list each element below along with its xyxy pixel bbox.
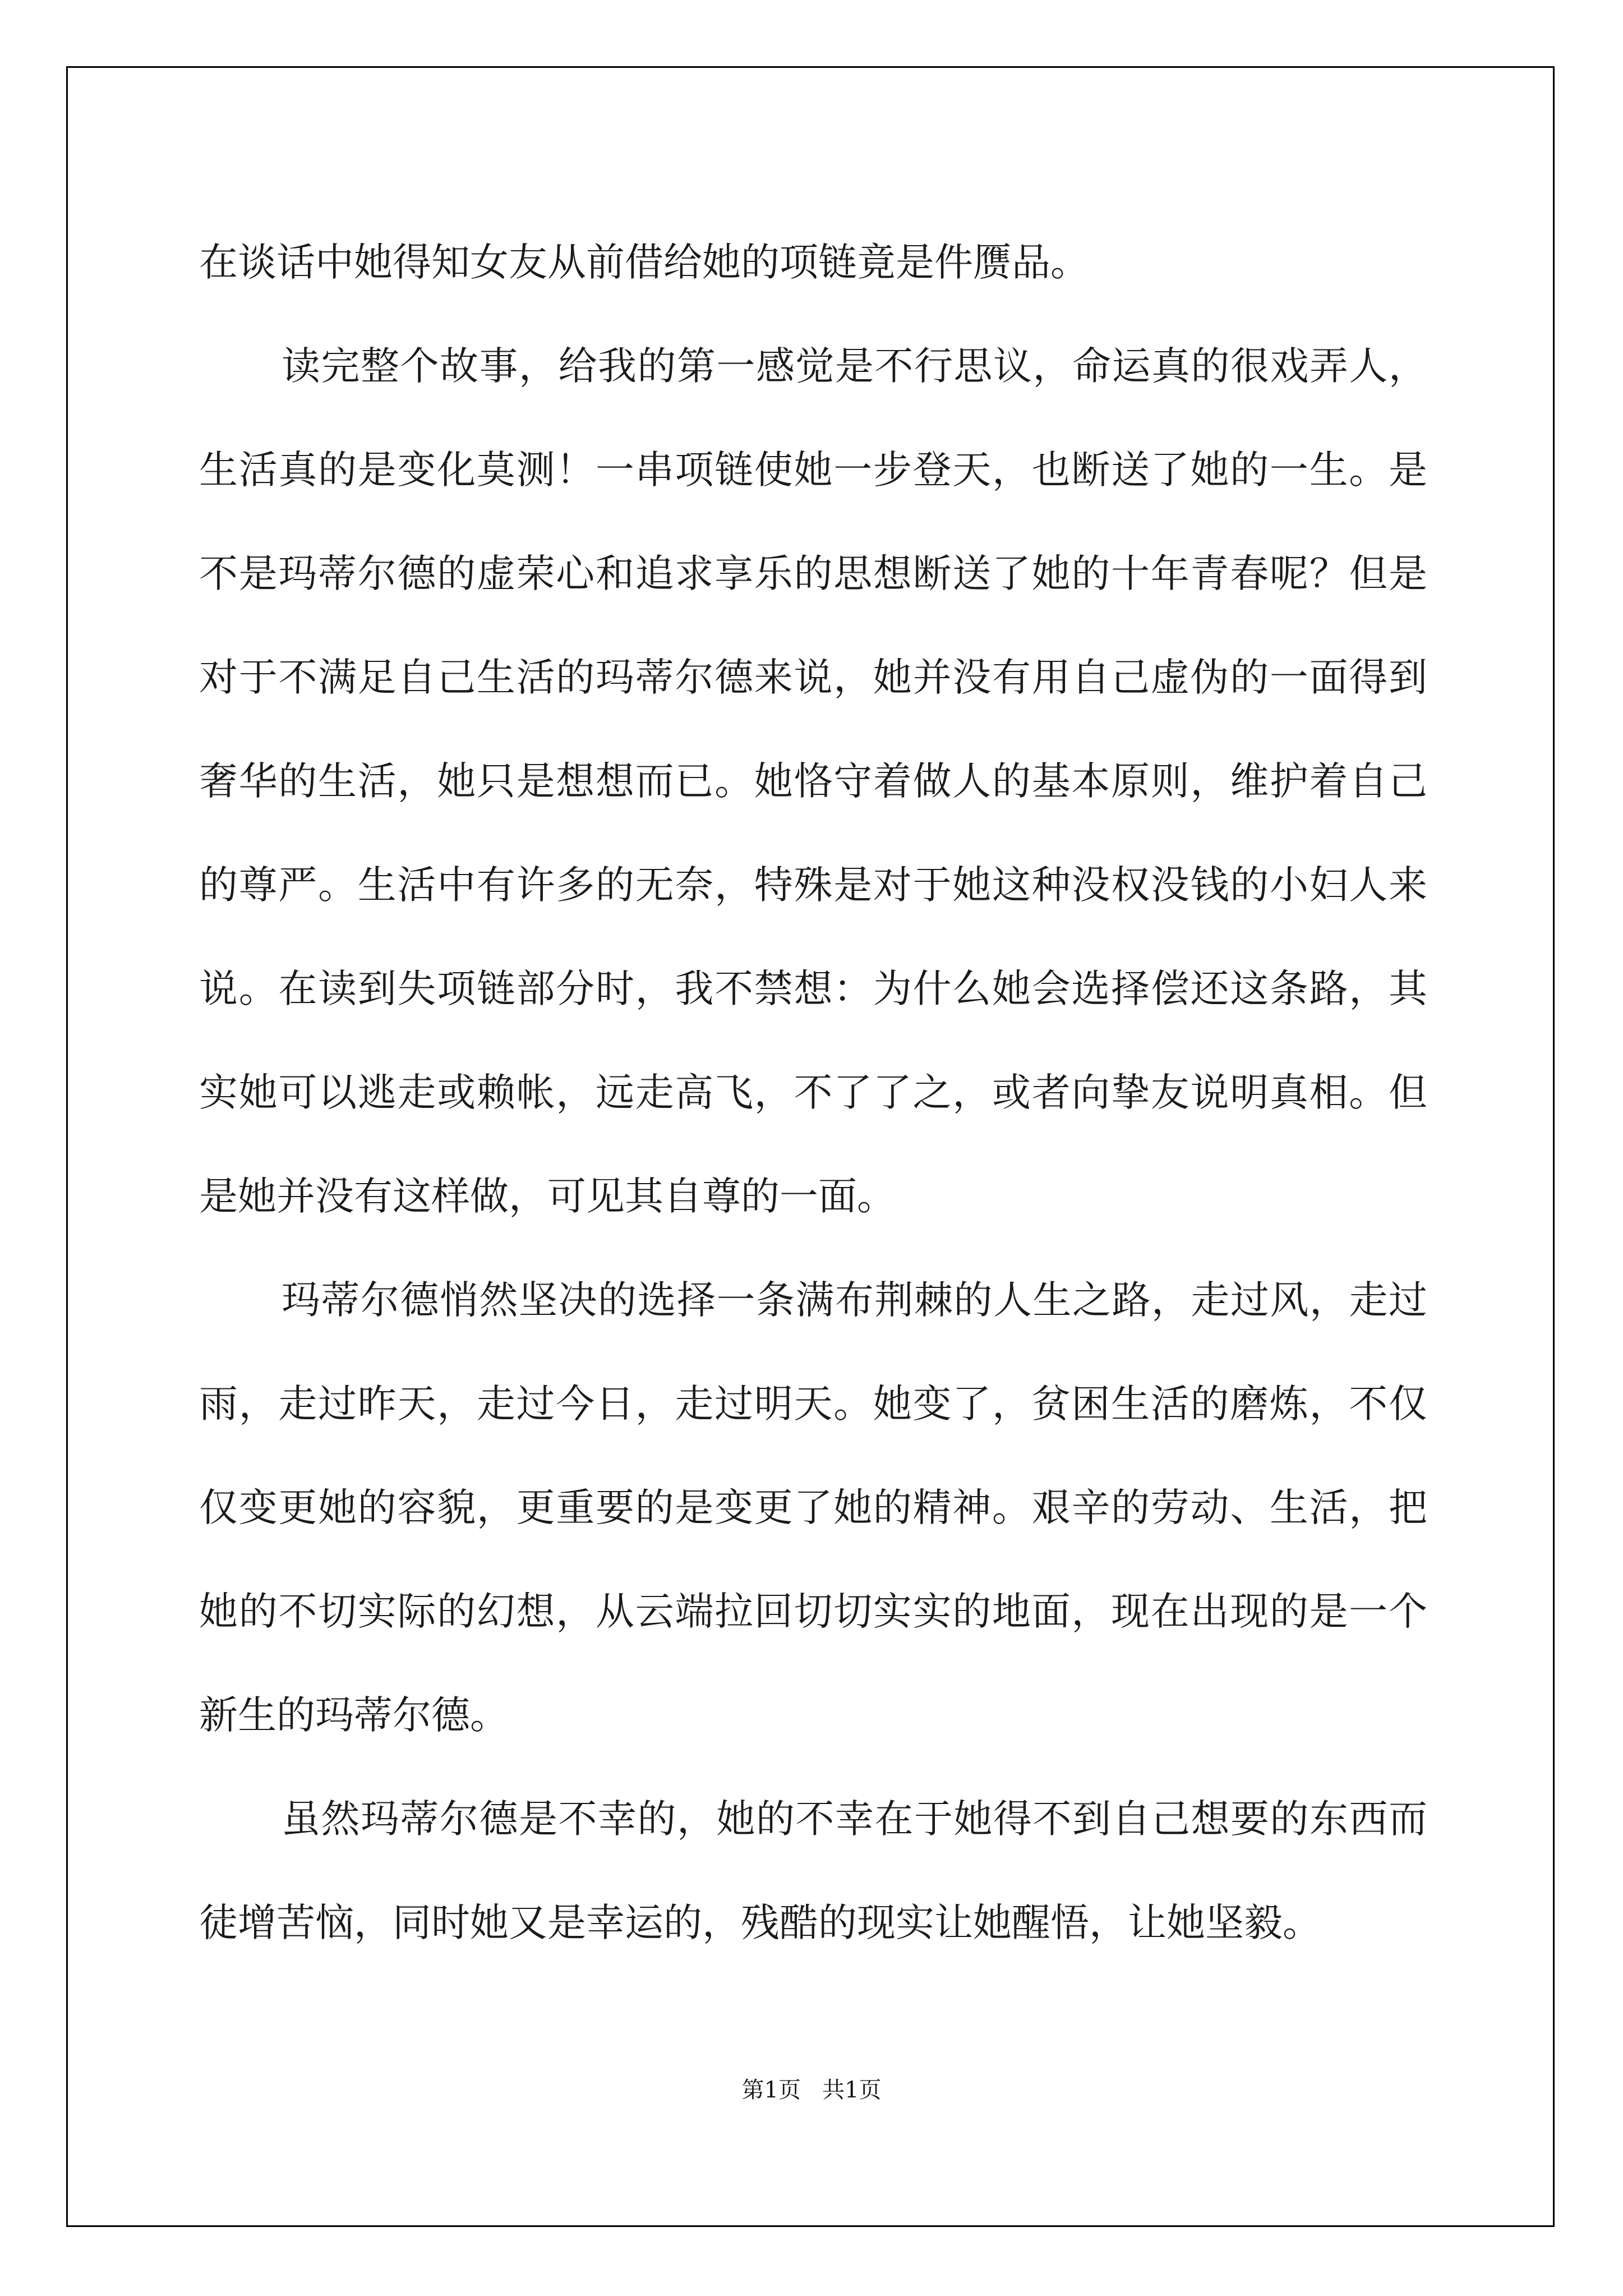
- page-number: 第1页: [741, 2077, 801, 2103]
- paragraph: 虽然玛蒂尔德是不幸的，她的不幸在于她得不到自己想要的东西而徒增苦恼，同时她又是幸运的，残酷的现实让她醒悟，让她坚毅。: [199, 1797, 1427, 1945]
- paragraph: 玛蒂尔德悄然坚决的选择一条满布荆棘的人生之路，走过风，走过雨，走过昨天，走过今日，走过明天。她变了，贫困生活的磨炼，不仅仅变更她的容貌，更重要的是变更了她的精神。艰辛的劳动、生活，把她的不切实际的幻想，从云端拉回切切实实的地面，现在出现的是一个新生的玛蒂尔德。: [199, 1278, 1427, 1738]
- paragraph: 在谈话中她得知女友从前借给她的项链竟是件赝品。: [199, 240, 1089, 285]
- page-total: 共1页: [822, 2077, 882, 2103]
- page-footer: [0, 2074, 1623, 2106]
- document-body: [199, 211, 1427, 1975]
- paragraph: 读完整个故事，给我的第一感觉是不行思议，命运真的很戏弄人，生活真的是变化莫测！一串项链使她一步登天，也断送了她的一生。是不是玛蒂尔德的虚荣心和追求享乐的思想断送了她的十年青春呢？但是对于不满足自己生活的玛蒂尔德来说，她并没有用自己虚伪的一面得到奢华的生活，她只是想想而已。她恪守着做人的基本原则，维护着自己的尊严。生活中有许多的无奈，特殊是对于她这种没权没钱的小妇人来说。在读到失项链部分时，我不禁想：为什么她会选择偿还这条路，其实她可以逃走或赖帐，远走高飞，不了了之，或者向挚友说明真相。但是她并没有这样做，可见其自尊的一面。: [199, 344, 1427, 1219]
